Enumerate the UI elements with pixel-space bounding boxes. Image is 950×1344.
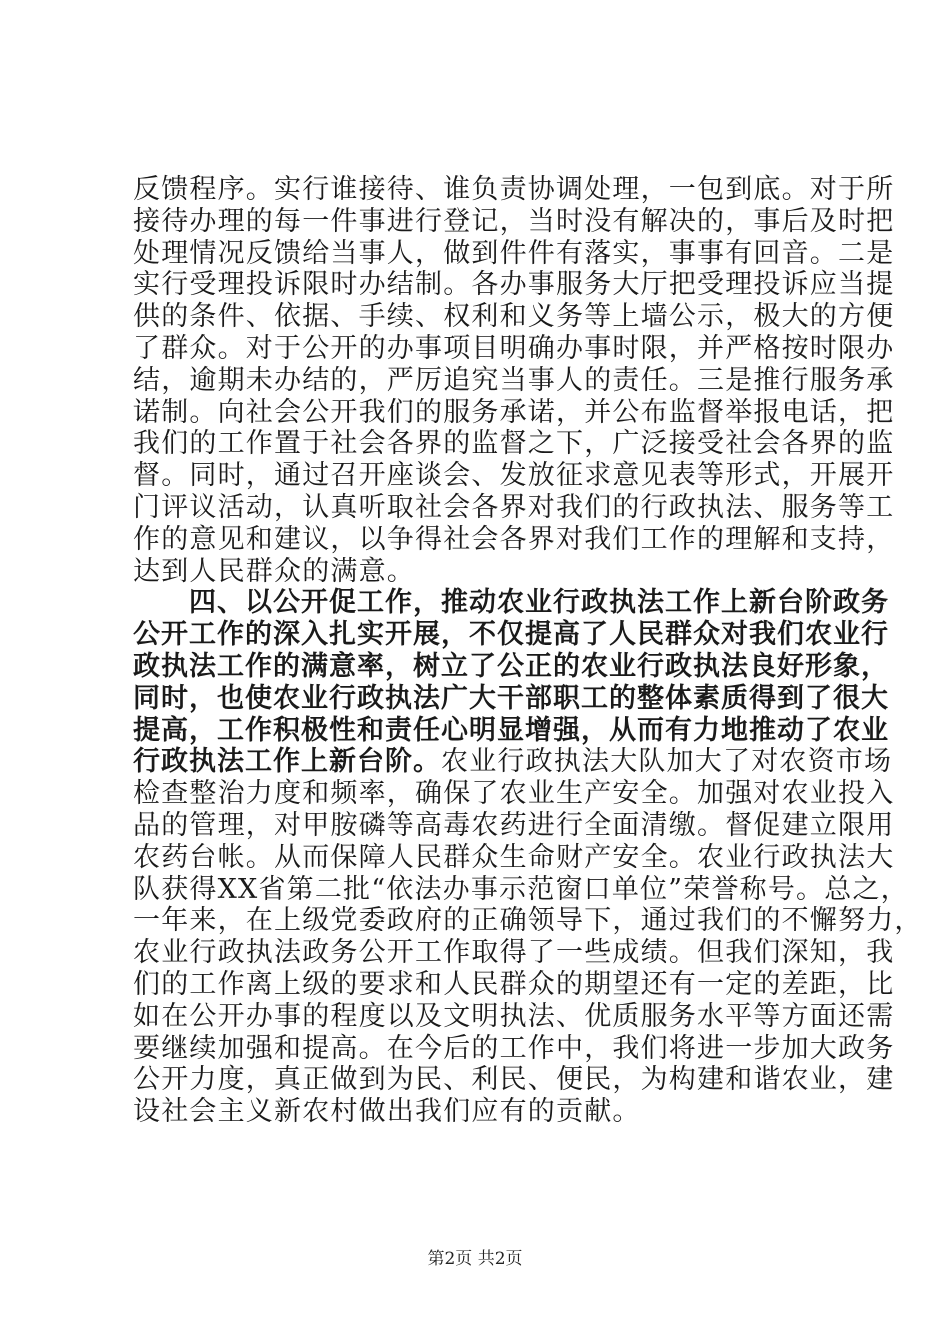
section-heading-line: 同时，也使农业行政执法广大干部职工的整体素质得到了很大 <box>133 682 889 714</box>
text-line: 处理情况反馈给当事人，做到件件有落实，事事有回音。二是 <box>133 237 895 269</box>
text-line: 结，逾期未办结的，严厉追究当事人的责任。三是推行服务承 <box>133 364 895 396</box>
text-line: 诺制。向社会公开我们的服务承诺，并公布监督举报电话，把 <box>133 396 895 428</box>
text-line: 达到人民群众的满意。 <box>133 555 415 587</box>
section-heading-end: 行政执法工作上新台阶。 <box>133 746 441 778</box>
text-line: 供的条件、依据、手续、权利和义务等上墙公示，极大的方便 <box>133 301 895 333</box>
section-heading-line: 政执法工作的满意率，树立了公正的农业行政执法良好形象， <box>133 650 889 682</box>
text-line: 农药台帐。从而保障人民群众生命财产安全。农业行政执法大 <box>133 841 895 873</box>
text-line: 门评议活动，认真听取社会各界对我们的行政执法、服务等工 <box>133 491 895 523</box>
text-line: 农业行政执法政务公开工作取得了一些成绩。但我们深知，我 <box>133 937 895 969</box>
mixed-text-line <box>133 746 893 778</box>
text-line: 品的管理，对甲胺磷等高毒农药进行全面清缴。督促建立限用 <box>133 809 895 841</box>
page-number-footer: 第2页 共2页 <box>427 1249 523 1269</box>
text-line: 队获得XX省第二批“依法办事示范窗口单位”荣誉称号。总之， <box>133 873 909 905</box>
text-line: 设社会主义新农村做出我们应有的贡献。 <box>133 1096 641 1128</box>
text-line: 实行受理投诉限时办结制。各办事服务大厅把受理投诉应当提 <box>133 269 895 301</box>
text-line: 公开力度，真正做到为民、利民、便民，为构建和谐农业，建 <box>133 1064 895 1096</box>
text-line: 反馈程序。实行谁接待、谁负责协调处理，一包到底。对于所 <box>133 174 895 205</box>
text-line: 一年来，在上级党委政府的正确领导下，通过我们的不懈努力， <box>133 905 923 937</box>
text-line: 督。同时，通过召开座谈会、发放征求意见表等形式，开展开 <box>133 460 895 492</box>
text-line: 我们的工作置于社会各界的监督之下，广泛接受社会各界的监 <box>133 428 895 460</box>
section-heading-line: 四、以公开促工作，推动农业行政执法工作上新台阶政务 <box>133 587 889 619</box>
section-heading-line: 提高，工作积极性和责任心明显增强，从而有力地推动了农业 <box>133 714 889 746</box>
text-line: 要继续加强和提高。在今后的工作中，我们将进一步加大政务 <box>133 1032 895 1064</box>
text-line: 如在公开办事的程度以及文明执法、优质服务水平等方面还需 <box>133 1000 895 1032</box>
body-text-start: 农业行政执法大队加大了对农资市场 <box>441 746 893 778</box>
paragraph-1 <box>133 174 895 587</box>
paragraph-2 <box>133 587 923 1128</box>
text-line: 了群众。对于公开的办事项目明确办事时限，并严格按时限办 <box>133 332 895 364</box>
text-line: 检查整治力度和频率，确保了农业生产安全。加强对农业投入 <box>133 778 895 810</box>
document-body <box>133 174 923 1128</box>
text-line: 作的意见和建议，以争得社会各界对我们工作的理解和支持， <box>133 523 895 555</box>
section-heading-line: 公开工作的深入扎实开展，不仅提高了人民群众对我们农业行 <box>133 619 889 651</box>
text-line: 接待办理的每一件事进行登记，当时没有解决的，事后及时把 <box>133 205 895 237</box>
text-line: 们的工作离上级的要求和人民群众的期望还有一定的差距，比 <box>133 968 895 1000</box>
